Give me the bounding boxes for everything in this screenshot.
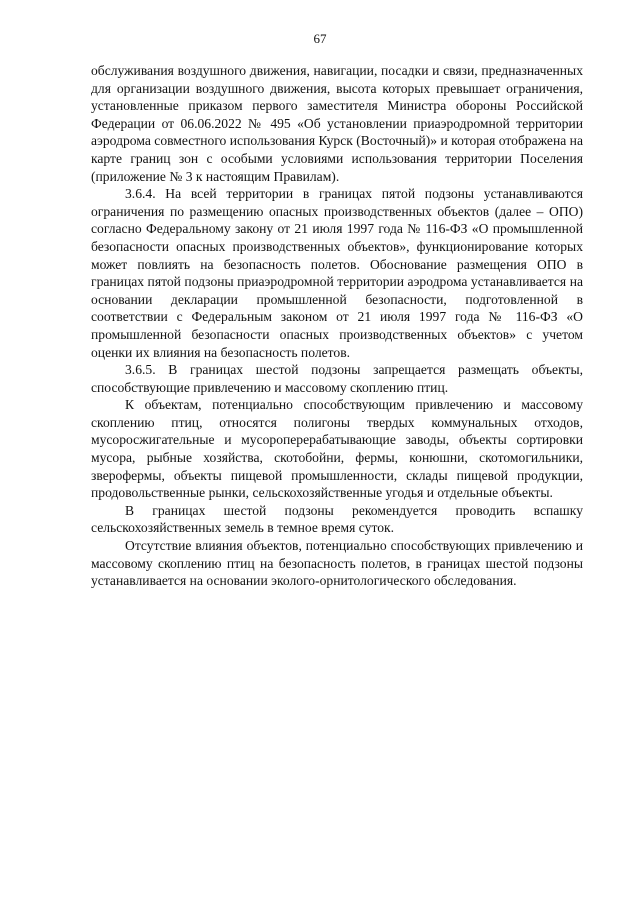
page-number: 67 [313, 31, 327, 46]
paragraph-plowing-recommendation: В границах шестой подзоны рекомендуется проводить вспашку сельскохозяйственных земель в темное время суток. [91, 502, 583, 536]
paragraph-bird-attracting-objects: К объектам, потенциально способствующим привлечению и массовому скоплению птиц, относятся полигоны твердых коммунальных отходов, мусоросжигательные и мусороперерабатывающие заводы, объекты сортировки мусора, рыбные хозяйства, скотобойни, фермы, конюшни, скотомогильники, зверофермы, объекты пищевой промышленности, склады пищевой продукции, продовольственные рынки, сельскохозяйственные угодья и отдельные объекты. [91, 397, 583, 501]
paragraph-continuation: обслуживания воздушного движения, навигации, посадки и связи, предназначенных для организации воздушного движения, высота которых превышает ограничения, установленные приказом первого заместителя Министра обороны Российской Федерации от 06.06.2022 № 495 «Об установлении приаэродромной территории аэродрома совместного использования Курск (Восточный)» и которая отображена на карте границ зон с особыми условиями использования территории Поселения (приложение № 3 к настоящим Правилам). [91, 63, 583, 184]
paragraph-ornithological-survey: Отсутствие влияния объектов, потенциально способствующих привлечению и массовому скоплению птиц на безопасность полетов, в границах шестой подзоны устанавливается на основании эколого-орнитологического обследования. [91, 538, 583, 589]
paragraph-3-6-4: 3.6.4. На всей территории в границах пятой подзоны устанавливаются ограничения по размещению опасных производственных объектов (далее – ОПО) согласно Федеральному закону от 21 июля 1997 года № 116-ФЗ «О промышленной безопасности опасных производственных объектов», функционирование которых может повлиять на безопасность полетов. Обоснование размещения ОПО в границах пятой подзоны приаэродромной территории аэродрома устанавливается на основании декларации промышленной безопасности, подготовленной в соответствии с Федеральным законом от 21 июля 1997 года № 116-ФЗ «О промышленной безопасности опасных производственных объектов» с учетом оценки их влияния на безопасность полетов. [91, 186, 583, 360]
document-body [91, 62, 583, 590]
paragraph-3-6-5: 3.6.5. В границах шестой подзоны запрещается размещать объекты, способствующие привлечению и массовому скоплению птиц. [91, 362, 583, 395]
